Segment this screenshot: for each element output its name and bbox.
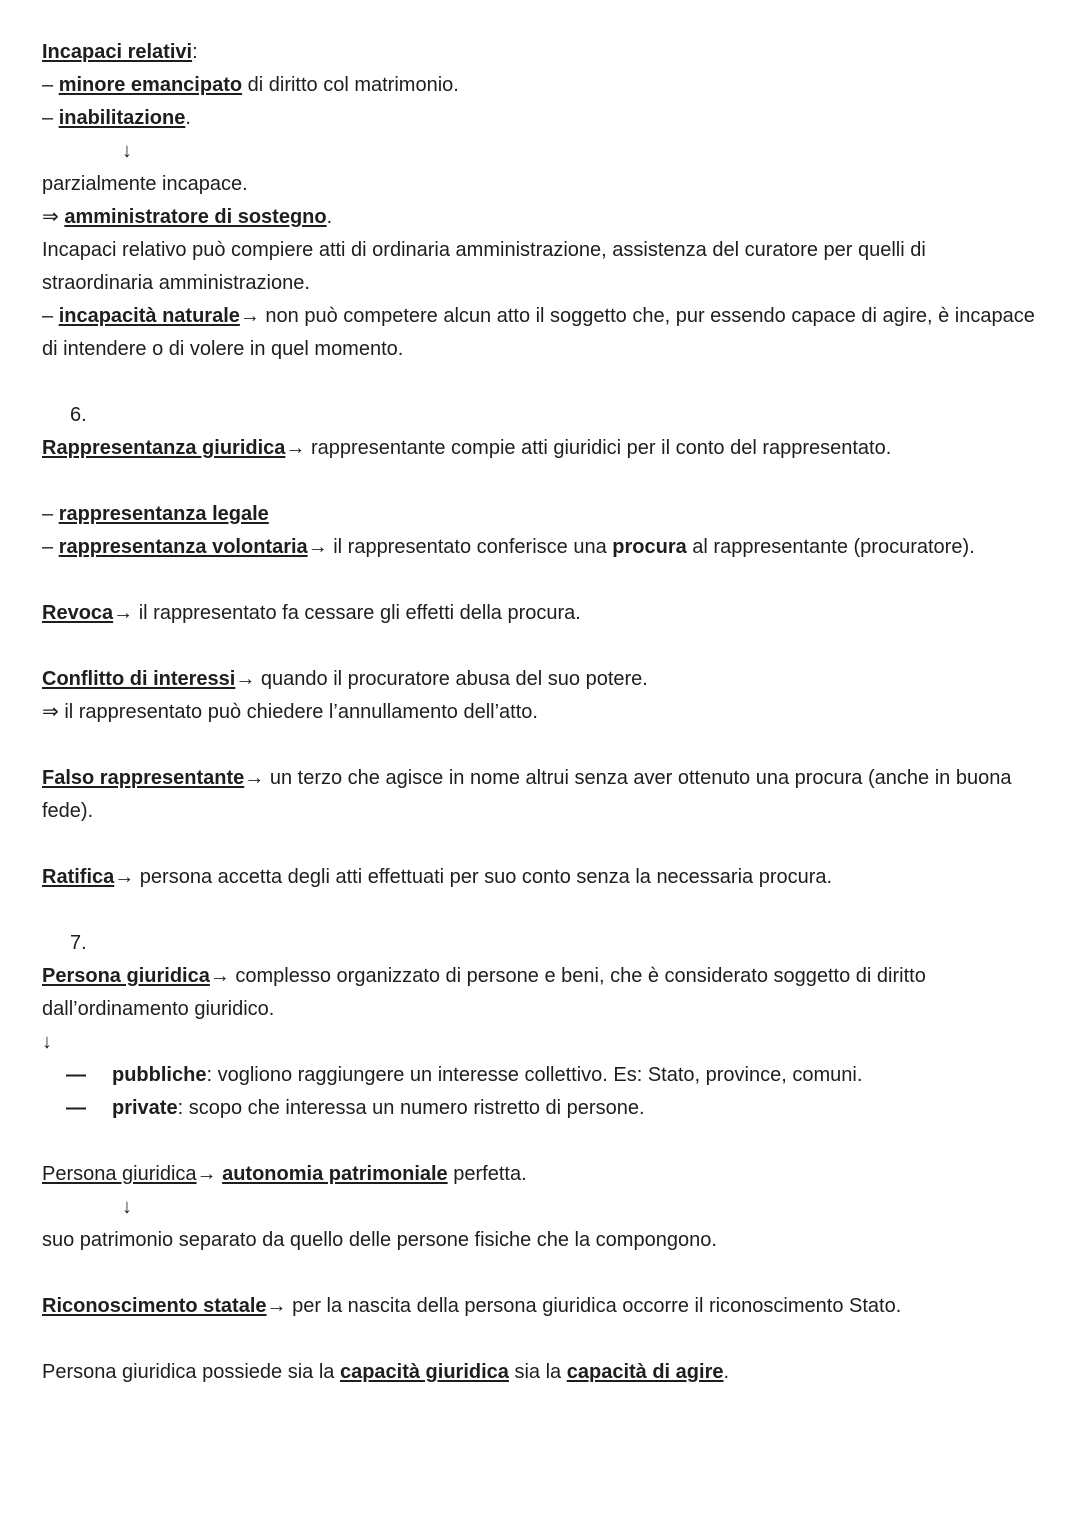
text-segment: inabilitazione — [58, 107, 186, 129]
text-segment: rappresentanza legale — [58, 503, 269, 525]
line-capacita-giuridica-agire — [42, 1356, 1036, 1389]
text-segment: ↓ — [122, 1196, 132, 1218]
section-number-7 — [42, 927, 1036, 960]
text-segment: – — [42, 305, 59, 327]
text-segment: rappresentanza volontaria — [58, 536, 308, 558]
line-incapacita-naturale — [42, 300, 1036, 366]
line-riconoscimento-statale — [42, 1290, 1036, 1323]
text-segment: → persona accetta degli atti effettuati per suo conto senza la necessaria procura. — [114, 866, 833, 888]
text-segment: parzialmente incapace. — [42, 173, 248, 195]
list-item-private — [42, 1092, 1036, 1125]
text-segment: Incapaci relativi — [42, 41, 193, 63]
text-segment: → rappresentante compie atti giuridici per il conto del rappresentato. — [285, 437, 892, 459]
text-segment: amministratore di sostegno — [64, 206, 327, 228]
text-segment: : scopo che interessa un numero ristretto di persone. — [177, 1097, 645, 1119]
text-segment: Incapaci relativo può compiere atti di ordinaria amministrazione, assistenza del curatore per quelli di straordinaria amministrazione. — [42, 239, 926, 294]
line-amministratore-di-sostegno — [42, 201, 1036, 234]
text-segment: – — [42, 74, 59, 96]
text-segment: ↓ — [122, 140, 132, 162]
line-rappresentanza-giuridica — [42, 432, 1036, 465]
text-segment: → — [196, 1163, 223, 1185]
text-segment: Falso rappresentante — [42, 767, 245, 789]
line-falso-rappresentante — [42, 762, 1036, 828]
list-item-text — [112, 1059, 862, 1092]
text-segment: Persona giuridica — [42, 965, 210, 987]
text-segment: Riconoscimento statale — [42, 1295, 267, 1317]
text-segment: Persona giuridica — [42, 1163, 197, 1185]
line-rappresentanza-volontaria — [42, 531, 1036, 564]
text-segment: Rappresentanza giuridica — [42, 437, 286, 459]
line-autonomia-patrimoniale — [42, 1158, 1036, 1191]
line-parzialmente-incapace — [42, 168, 1036, 201]
line-minore-emancipato — [42, 69, 1036, 102]
down-arrow-line-1 — [42, 135, 1036, 168]
text-segment: – — [42, 536, 59, 558]
text-segment: : vogliono raggiungere un interesse collettivo. Es: Stato, province, comuni. — [206, 1064, 863, 1086]
list-item-text — [112, 1092, 645, 1125]
text-segment: Persona giuridica possiede sia la — [42, 1361, 340, 1383]
line-revoca — [42, 597, 1036, 630]
text-segment: → il rappresentato conferisce una — [307, 536, 613, 558]
text-segment: . — [326, 206, 333, 228]
text-segment: di diritto col matrimonio. — [242, 74, 459, 96]
text-segment: → complesso organizzato di persone e beni, che è considerato soggetto di diritto dall’ordinamento giuridico. — [42, 965, 926, 1020]
down-arrow-line-2 — [42, 1026, 1036, 1059]
text-segment: suo patrimonio separato da quello delle persone fisiche che la compongono. — [42, 1229, 717, 1251]
text-segment: → un terzo che agisce in nome altrui senza aver ottenuto una procura (anche in buona fede). — [42, 767, 1012, 822]
line-patrimonio-separato — [42, 1224, 1036, 1257]
text-segment: → il rappresentato fa cessare gli effetti della procura. — [113, 602, 581, 624]
text-segment: ↓ — [42, 1031, 52, 1053]
text-segment: minore emancipato — [58, 74, 243, 96]
line-conflitto-di-interessi — [42, 663, 1036, 696]
text-segment: capacità giuridica — [339, 1361, 509, 1383]
text-segment: : — [192, 41, 198, 63]
line-incapaci-relativi — [42, 36, 1036, 69]
text-segment: → quando il procuratore abusa del suo potere. — [235, 668, 648, 690]
text-segment: sia la — [508, 1361, 567, 1383]
text-segment: 6. — [70, 404, 87, 426]
text-segment: perfetta. — [447, 1163, 527, 1185]
text-segment: ⇒ il rappresentato può chiedere l’annullamento dell’atto. — [42, 701, 538, 723]
line-persona-giuridica-def — [42, 960, 1036, 1026]
text-segment: procura — [612, 536, 687, 558]
text-segment: → non può competere alcun atto il soggetto che, pur essendo capace di agire, è incapace di intendere o di volere in quel momento. — [42, 305, 1035, 360]
text-segment: – — [42, 107, 59, 129]
list-bullet: — — [66, 1097, 86, 1119]
text-segment: autonomia patrimoniale — [222, 1163, 448, 1185]
line-rappresentanza-legale — [42, 498, 1036, 531]
line-inabilitazione — [42, 102, 1036, 135]
text-segment: 7. — [70, 932, 87, 954]
text-segment: capacità di agire — [566, 1361, 724, 1383]
line-ratifica — [42, 861, 1036, 894]
text-segment: . — [723, 1361, 730, 1383]
section-number-6 — [42, 399, 1036, 432]
text-segment: private — [112, 1097, 178, 1119]
text-segment: – — [42, 503, 59, 525]
text-segment: Conflitto di interessi — [42, 668, 236, 690]
text-segment: pubbliche — [112, 1064, 207, 1086]
down-arrow-line-3 — [42, 1191, 1036, 1224]
list-item-pubbliche — [42, 1059, 1036, 1092]
text-segment: incapacità naturale — [58, 305, 240, 327]
text-segment: ⇒ — [42, 206, 65, 228]
list-bullet: — — [66, 1064, 86, 1086]
line-incapaci-relativo-desc — [42, 234, 1036, 300]
text-segment: Revoca — [42, 602, 114, 624]
line-annullamento-atto — [42, 696, 1036, 729]
text-segment: → per la nascita della persona giuridica occorre il riconoscimento Stato. — [266, 1295, 902, 1317]
text-segment: al rappresentante (procuratore). — [686, 536, 975, 558]
text-segment: . — [185, 107, 191, 129]
text-segment: Ratifica — [42, 866, 115, 888]
